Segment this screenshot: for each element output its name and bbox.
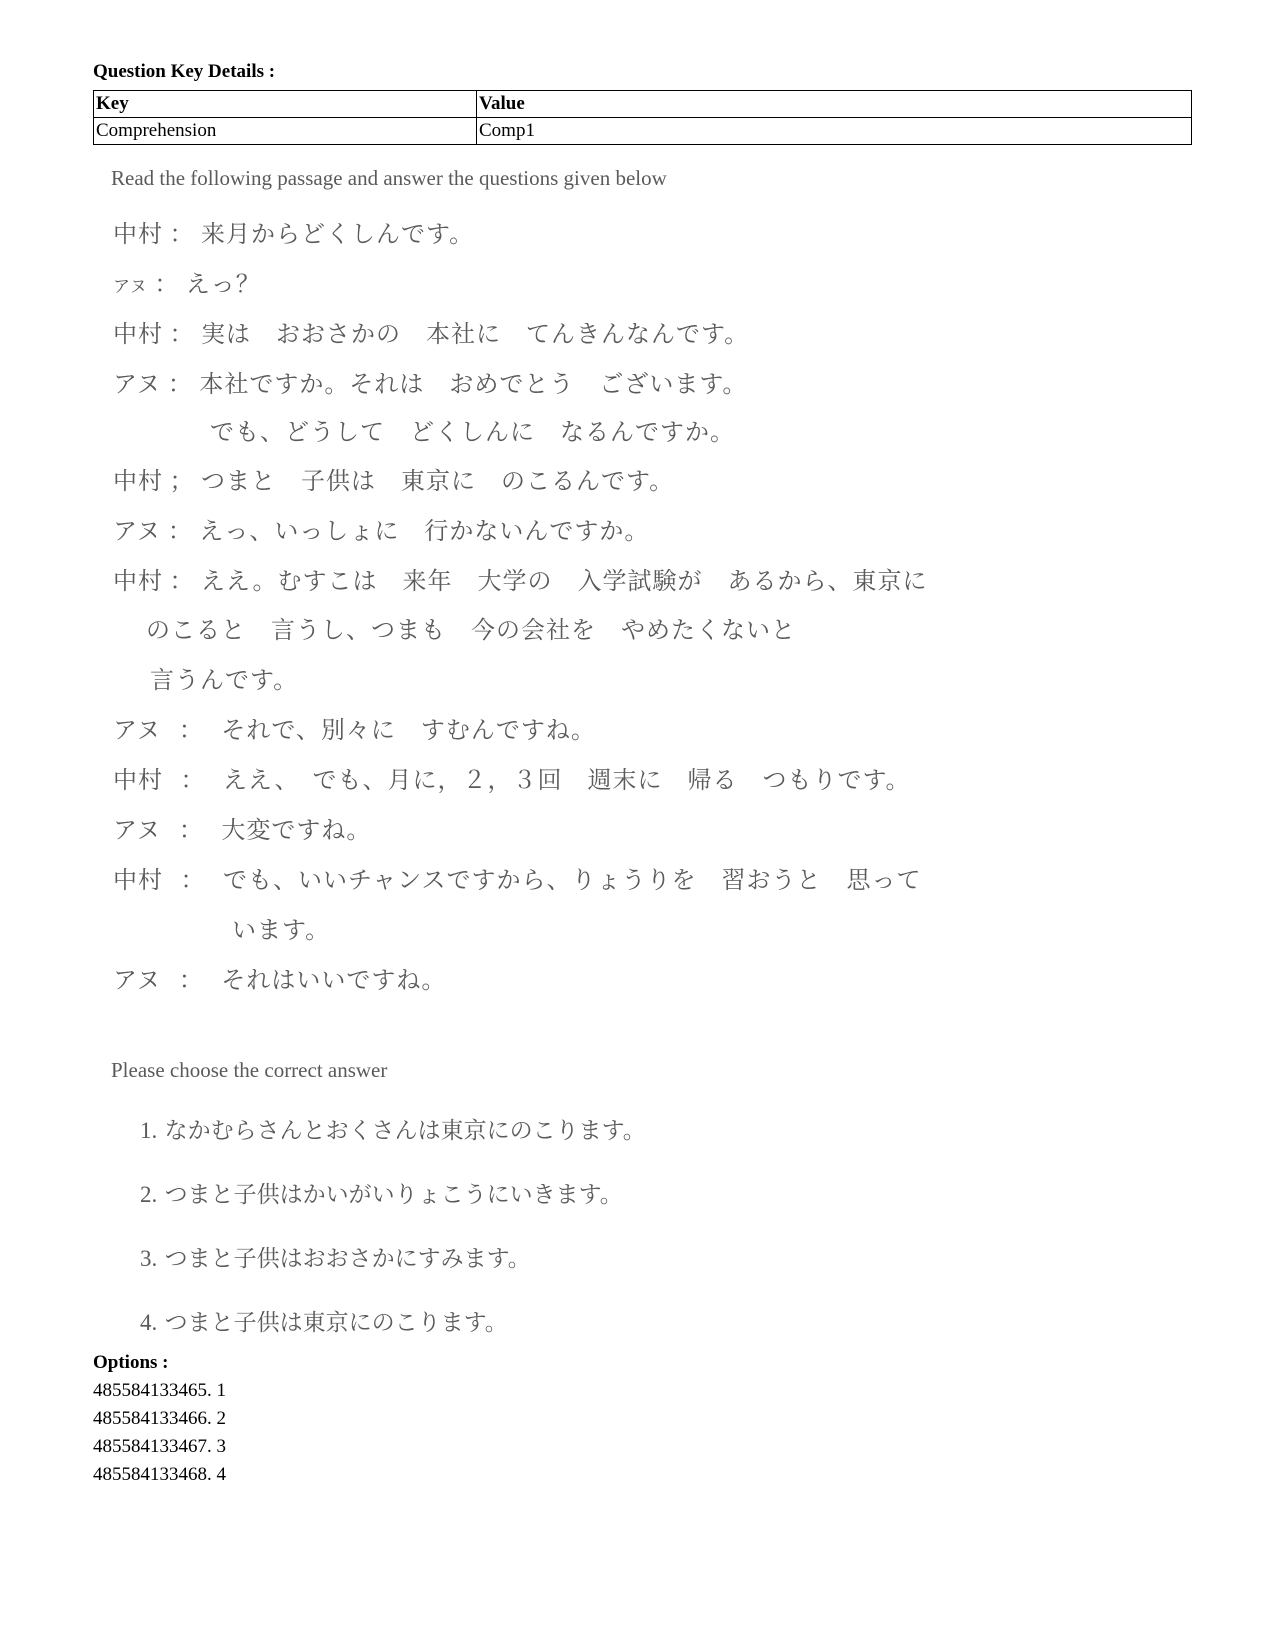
option-item: 485584133468. 4 (93, 1464, 226, 1485)
line-text: それはいいですね。 (221, 966, 447, 994)
speaker: 中村 (113, 467, 163, 495)
speaker: 中村 (113, 320, 163, 348)
option-item: 485584133465. 1 (93, 1380, 226, 1401)
separator: ： (180, 766, 206, 794)
table-header-row (94, 91, 1192, 118)
line-text: それで、別々に すむんですね。 (221, 716, 596, 744)
option-item: 485584133466. 2 (93, 1408, 226, 1429)
column-header-value: Value (477, 91, 1192, 118)
dialogue-line (113, 214, 474, 249)
line-text: 来月からどくしんです。 (201, 220, 475, 248)
speaker: 中村 (113, 866, 163, 894)
dialogue-line (113, 364, 747, 399)
line-text: のこると 言うし、つまも 今の会社を やめたくないと (146, 616, 796, 644)
line-text: 大変ですね。 (221, 816, 372, 844)
section-title: Question Key Details : (93, 61, 276, 82)
choice-text: つまと子供は東京にのこります。 (164, 1310, 508, 1336)
dialogue-line (113, 264, 261, 299)
speaker: アヌ (113, 816, 162, 844)
separator: ： (178, 816, 204, 844)
dialogue-line (113, 960, 446, 995)
dialogue-line (210, 412, 735, 447)
dialogue-line (146, 610, 796, 645)
key-details-table (93, 90, 1192, 145)
answer-choice (140, 1176, 623, 1209)
speaker: アヌ (113, 716, 162, 744)
line-text: つまと 子供は 東京に のこるんです。 (201, 467, 675, 495)
dialogue-line (113, 710, 596, 745)
separator: ： (167, 370, 193, 398)
choice-number: 2. (140, 1182, 158, 1207)
column-header-key: Key (94, 91, 477, 118)
line-text: えっ、いっしょに 行かないんですか。 (199, 517, 650, 545)
dialogue-line (113, 561, 927, 596)
line-text: 言うんです。 (150, 666, 299, 694)
line-text: います。 (232, 916, 331, 944)
choice-text: なかむらさんとおくさんは東京にのこります。 (164, 1118, 646, 1144)
line-text: 本社ですか。それは おめでとう ございます。 (199, 370, 748, 398)
answer-choice (140, 1112, 646, 1145)
separator: ： (154, 270, 180, 298)
dialogue-line (113, 810, 371, 845)
choice-number: 3. (140, 1246, 158, 1271)
speaker: 中村 (113, 567, 163, 595)
separator: ： (169, 220, 195, 248)
separator: ： (169, 567, 195, 595)
table-row (94, 118, 1192, 145)
separator: ： (167, 517, 193, 545)
speaker: アヌ (113, 517, 162, 545)
separator: ： (180, 866, 206, 894)
separator: ： (178, 716, 204, 744)
dialogue-line (113, 511, 649, 546)
dialogue-line (113, 314, 749, 349)
cell-key: Comprehension (94, 118, 477, 145)
line-text: えっ？ (185, 270, 261, 298)
options-title: Options : (93, 1352, 169, 1373)
passage-instruction: Read the following passage and answer the questions given below (111, 166, 667, 190)
separator: ： (169, 320, 195, 348)
line-text: ええ。むすこは 来年 大学の 入学試験が あるから、東京に (201, 567, 928, 595)
question-prompt: Please choose the correct answer (111, 1058, 388, 1082)
speaker: 中村 (113, 220, 163, 248)
line-text: 実は おおさかの 本社に てんきんなんです。 (201, 320, 750, 348)
dialogue-line (113, 461, 674, 496)
line-text: ええ、 でも、月に，２，３回 週末に 帰る つもりです。 (223, 766, 911, 794)
speaker: アヌ (113, 277, 148, 297)
answer-choice (140, 1304, 508, 1337)
speaker: アヌ (113, 966, 162, 994)
speaker: アヌ (113, 370, 162, 398)
dialogue-line (113, 860, 922, 895)
speaker: 中村 (113, 766, 163, 794)
separator: ： (178, 966, 204, 994)
dialogue-line (232, 910, 330, 945)
line-text: でも、いいチャンスですから、りょうりを 習おうと 思って (223, 866, 922, 894)
choice-text: つまと子供はかいがいりょこうにいきます。 (164, 1182, 623, 1208)
cell-value: Comp1 (477, 118, 1192, 145)
answer-choice (140, 1240, 531, 1273)
separator: ； (169, 467, 195, 495)
choice-number: 1. (140, 1118, 158, 1143)
choice-number: 4. (140, 1310, 158, 1335)
option-item: 485584133467. 3 (93, 1436, 226, 1457)
line-text: でも、どうして どくしんに なるんですか。 (210, 418, 735, 446)
dialogue-line (113, 760, 911, 795)
choice-text: つまと子供はおおさかにすみます。 (164, 1246, 531, 1272)
dialogue-line (150, 660, 298, 695)
